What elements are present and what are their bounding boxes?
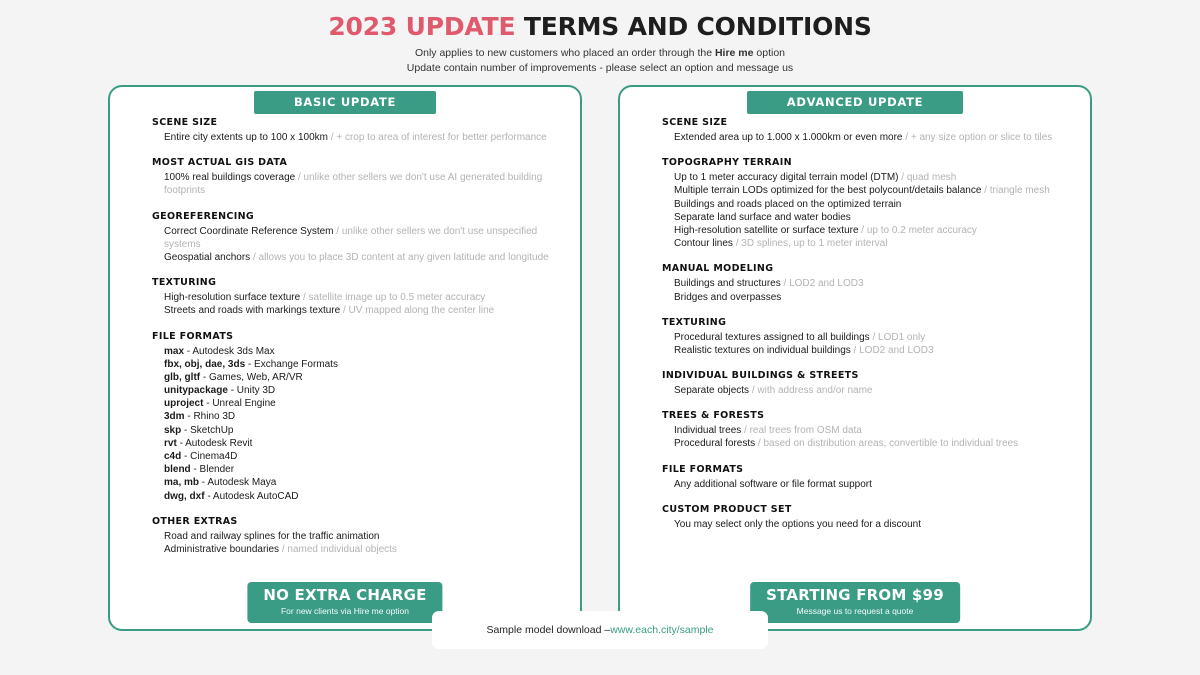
feature-section — [152, 331, 550, 503]
feature-line-main: - Unity 3D — [227, 385, 276, 397]
feature-line-key: unitypackage — [164, 385, 228, 397]
feature-line — [152, 450, 550, 463]
basic-cta[interactable] — [247, 582, 442, 623]
subtitle-line-1 — [0, 46, 1200, 61]
feature-line — [152, 437, 550, 450]
feature-line-main: Streets and roads with markings texture — [164, 305, 341, 317]
feature-line-main: Contour lines — [674, 238, 733, 250]
feature-line — [152, 530, 550, 543]
feature-line-main: Separate objects — [674, 385, 750, 397]
feature-section-title: CUSTOM PRODUCT SET — [662, 503, 792, 515]
basic-update-badge: BASIC UPDATE — [254, 91, 436, 114]
feature-line — [662, 518, 1060, 531]
feature-line-main: - Unreal Engine — [203, 398, 276, 410]
feature-section-title: SCENE SIZE — [152, 117, 218, 128]
basic-cta-sub: For new clients via Hire me option — [280, 606, 410, 617]
feature-line-note: / unlike other sellers we don't use unspecified systems — [164, 225, 538, 250]
feature-line — [152, 397, 550, 410]
feature-line — [152, 345, 550, 358]
feature-section — [152, 516, 550, 556]
feature-section-title: TREES & FORESTS — [662, 410, 765, 422]
feature-line-note: / + crop to area of interest for better performance — [327, 132, 547, 143]
feature-line — [662, 344, 1060, 357]
feature-line — [152, 304, 550, 317]
feature-line-note: / triangle mesh — [981, 185, 1050, 197]
feature-line-main: - Games, Web, AR/VR — [200, 371, 303, 383]
basic-cta-title: NO EXTRA CHARGE — [263, 586, 427, 605]
feature-line-note: / LOD2 and LOD3 — [850, 344, 934, 356]
feature-line — [152, 225, 550, 251]
feature-line-key: ma, mb — [164, 477, 200, 489]
feature-line — [662, 437, 1060, 450]
feature-section-title: TEXTURING — [662, 316, 727, 328]
feature-line — [152, 476, 550, 489]
sample-download-bar — [432, 611, 768, 649]
feature-section-title: SCENE SIZE — [662, 117, 728, 128]
feature-line-key: uproject — [164, 398, 204, 410]
feature-line — [662, 184, 1060, 197]
subtitle-line-1-bold: Hire me — [714, 47, 754, 59]
feature-line — [152, 384, 550, 397]
feature-line-main: Administrative boundaries — [164, 543, 280, 555]
feature-section — [662, 263, 1060, 303]
page-title-rest: TERMS AND CONDITIONS — [523, 12, 872, 41]
feature-section-title: TEXTURING — [152, 277, 217, 289]
feature-line — [662, 384, 1060, 397]
feature-section-title: MOST ACTUAL GIS DATA — [152, 157, 288, 169]
feature-section — [152, 157, 550, 197]
feature-section-title: OTHER EXTRAS — [152, 515, 238, 527]
feature-section — [662, 464, 1060, 491]
page-title — [0, 12, 1200, 41]
feature-line-main: - Cinema4D — [181, 451, 238, 462]
feature-line-note: / unlike other sellers we don't use AI generated building footprints — [164, 172, 543, 197]
feature-line-main: Buildings and structures — [674, 278, 781, 290]
feature-line-main: Geospatial anchors — [164, 251, 251, 263]
feature-section-title: TOPOGRAPHY TERRAIN — [662, 157, 792, 169]
feature-line-main: Correct Coordinate Reference System — [164, 225, 334, 237]
feature-line-note: / with address and/or name — [749, 385, 873, 397]
subtitle-line-2: Update contain number of improvements - please select an option and message us — [406, 62, 794, 75]
feature-line-key: blend — [164, 464, 191, 476]
page-title-highlight: 2023 UPDATE — [328, 12, 516, 41]
advanced-cta-sub: Message us to request a quote — [796, 606, 914, 617]
feature-line-main: Bridges and overpasses — [674, 291, 782, 303]
plan-columns — [0, 85, 1200, 631]
feature-line-main: Entire city extents up to 100 x 100km — [164, 132, 328, 143]
feature-line-note: / quad mesh — [898, 172, 957, 184]
basic-badge-wrap — [110, 91, 580, 114]
basic-sections — [152, 117, 550, 556]
feature-section — [152, 277, 550, 317]
feature-line — [152, 291, 550, 304]
feature-line — [152, 490, 550, 503]
feature-section-title: GEOREFERENCING — [152, 210, 255, 222]
feature-line — [662, 291, 1060, 304]
feature-line-main: Road and railway splines for the traffic animation — [164, 530, 380, 542]
page-subtitle — [0, 46, 1200, 76]
feature-line — [152, 171, 550, 197]
feature-line-main: Any additional software or file format support — [674, 478, 872, 490]
feature-line — [662, 277, 1060, 290]
feature-line-main: - Rhino 3D — [184, 411, 236, 423]
feature-line — [662, 331, 1060, 344]
feature-line-main: Extended area up to 1.000 x 1.000km or even more — [674, 132, 903, 143]
feature-section — [662, 317, 1060, 357]
feature-line-main: You may select only the options you need for a discount — [674, 518, 922, 530]
feature-line-main: - Autodesk Revit — [176, 437, 253, 449]
feature-line — [662, 131, 1060, 144]
feature-line-main: - Blender — [190, 464, 235, 476]
feature-line-key: c4d — [164, 451, 182, 462]
feature-line — [662, 424, 1060, 437]
page-header — [0, 0, 1200, 76]
feature-line — [152, 371, 550, 384]
feature-line-main: Procedural textures assigned to all buildings — [674, 331, 870, 343]
feature-section — [662, 370, 1060, 397]
advanced-update-badge: ADVANCED UPDATE — [747, 91, 963, 114]
feature-line-note: / LOD1 only — [869, 331, 926, 343]
feature-line — [662, 211, 1060, 224]
feature-line-main: Procedural forests — [674, 438, 756, 450]
feature-line-main: Individual trees — [674, 425, 742, 437]
feature-line-main: Separate land surface and water bodies — [674, 211, 851, 223]
advanced-cta[interactable] — [750, 582, 960, 623]
feature-section — [662, 410, 1060, 450]
feature-line — [152, 131, 550, 144]
feature-line-key: glb, gltf — [164, 371, 201, 383]
feature-line-main: - Autodesk Maya — [199, 477, 277, 489]
feature-section-title: FILE FORMATS — [662, 463, 744, 475]
sample-download-link[interactable]: www.each.city/sample — [610, 624, 714, 636]
feature-section-title: MANUAL MODELING — [662, 263, 774, 275]
feature-line-note: / UV mapped along the center line — [340, 305, 495, 317]
feature-section — [662, 117, 1060, 144]
feature-line-key: 3dm — [164, 411, 185, 423]
feature-line-key: rvt — [164, 437, 177, 449]
feature-section — [152, 211, 550, 265]
feature-line-key: skp — [164, 424, 182, 436]
subtitle-line-1-post: option — [753, 47, 786, 59]
feature-line — [152, 358, 550, 371]
feature-line-key: max — [164, 345, 185, 357]
feature-line — [152, 251, 550, 264]
feature-line — [662, 198, 1060, 211]
feature-line-main: High-resolution satellite or surface texture — [674, 224, 859, 236]
advanced-badge-wrap — [620, 91, 1090, 114]
advanced-cta-title: STARTING FROM $99 — [766, 586, 944, 605]
basic-update-card — [108, 85, 582, 631]
feature-section — [662, 157, 1060, 250]
feature-line — [662, 478, 1060, 491]
feature-line — [662, 237, 1060, 250]
feature-line-note: / named individual objects — [279, 543, 397, 555]
feature-line-main: Multiple terrain LODs optimized for the best polycount/details balance — [674, 185, 982, 197]
advanced-sections — [662, 117, 1060, 531]
feature-line — [662, 171, 1060, 184]
feature-line — [662, 224, 1060, 237]
feature-line-note: / real trees from OSM data — [741, 425, 862, 437]
feature-line — [152, 463, 550, 476]
feature-line-key: fbx, obj, dae, 3ds — [164, 358, 246, 370]
feature-line-main: - Autodesk 3ds Max — [184, 345, 275, 357]
feature-line-note: / satellite image up to 0.5 meter accuracy — [300, 292, 486, 304]
feature-line-note: / based on distribution areas, convertible to individual trees — [755, 438, 1019, 450]
feature-section — [662, 504, 1060, 531]
advanced-update-card — [618, 85, 1092, 631]
feature-line-main: Up to 1 meter accuracy digital terrain model (DTM) — [674, 172, 899, 184]
feature-line-main: Buildings and roads placed on the optimized terrain — [674, 198, 902, 210]
subtitle-line-1-pre: Only applies to new customers who placed an order through the — [414, 47, 715, 59]
sample-download-label: Sample model download – — [486, 624, 611, 636]
feature-line-note: / allows you to place 3D content at any given latitude and longitude — [250, 251, 549, 263]
feature-line-main: - SketchUp — [181, 424, 234, 436]
feature-line-main: Realistic textures on individual buildings — [674, 344, 851, 356]
feature-line-note: / LOD2 and LOD3 — [780, 278, 864, 290]
feature-section — [152, 117, 550, 144]
feature-section-title: FILE FORMATS — [152, 330, 234, 342]
feature-line — [152, 543, 550, 556]
feature-line-main: High-resolution surface texture — [164, 292, 301, 304]
feature-line-key: dwg, dxf — [164, 490, 205, 502]
feature-line-main: - Exchange Formats — [245, 358, 338, 370]
feature-line-note: / up to 0.2 meter accuracy — [858, 224, 977, 236]
feature-section-title: INDIVIDUAL BUILDINGS & STREETS — [662, 370, 859, 382]
feature-line-main: - Autodesk AutoCAD — [204, 490, 299, 502]
feature-line-note: / + any size option or slice to tiles — [902, 132, 1053, 143]
feature-line — [152, 424, 550, 437]
feature-line — [152, 410, 550, 423]
feature-line-note: / 3D splines, up to 1 meter interval — [732, 238, 888, 250]
feature-line-main: 100% real buildings coverage — [164, 172, 296, 184]
